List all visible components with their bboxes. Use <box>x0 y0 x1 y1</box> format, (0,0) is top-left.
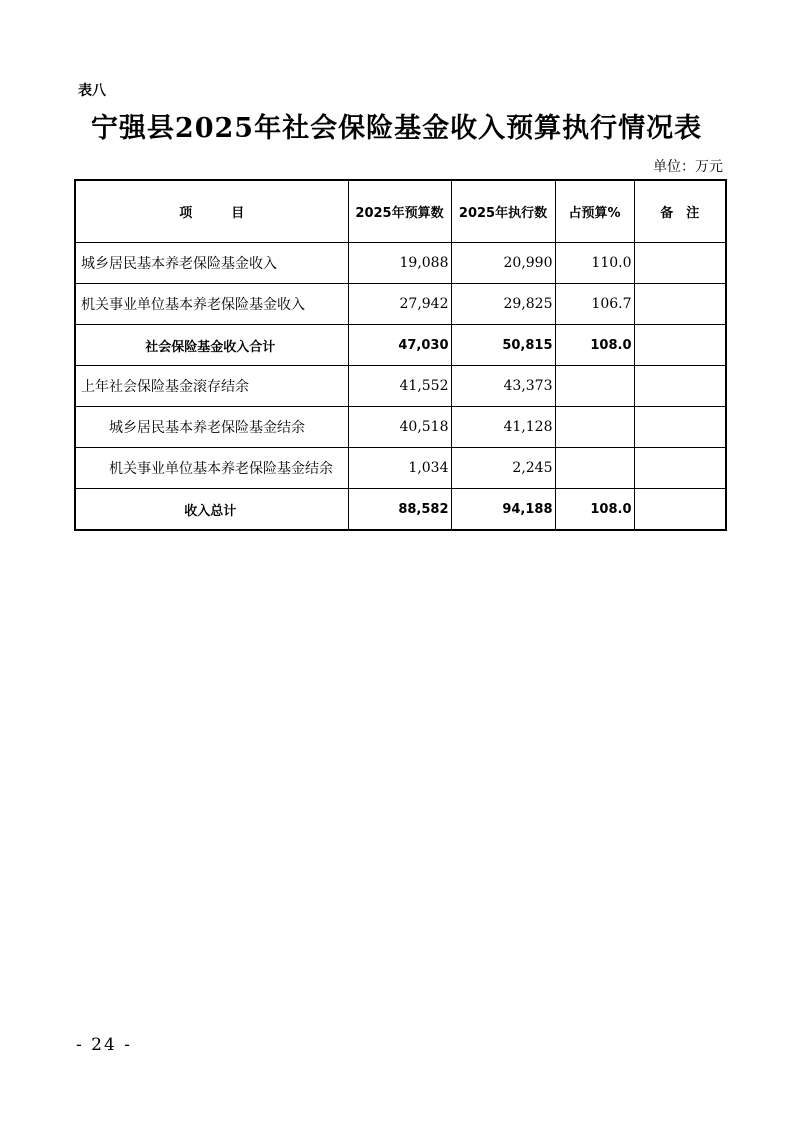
row-actual: 41,128 <box>451 407 555 448</box>
table-row <box>75 448 726 489</box>
header-ratio: 占预算% <box>555 180 634 243</box>
row-name: 机关事业单位基本养老保险基金结余 <box>75 448 348 489</box>
row-actual: 20,990 <box>451 243 555 284</box>
row-actual: 43,373 <box>451 366 555 407</box>
page-title: 宁强县2025年社会保险基金收入预算执行情况表 <box>90 113 703 144</box>
header-remark: 备 注 <box>634 180 726 243</box>
row-name: 机关事业单位基本养老保险基金收入 <box>75 284 348 325</box>
row-budget: 88,582 <box>348 489 451 531</box>
row-name: 城乡居民基本养老保险基金结余 <box>75 407 348 448</box>
header-item: 项 目 <box>75 180 348 243</box>
row-ratio <box>555 448 634 489</box>
row-remark <box>634 366 726 407</box>
row-budget: 27,942 <box>348 284 451 325</box>
row-budget: 1,034 <box>348 448 451 489</box>
row-budget: 40,518 <box>348 407 451 448</box>
table-header-row <box>75 180 726 243</box>
row-ratio: 108.0 <box>555 325 634 366</box>
row-ratio <box>555 366 634 407</box>
row-remark <box>634 325 726 366</box>
row-name: 社会保险基金收入合计 <box>75 325 348 366</box>
row-ratio: 106.7 <box>555 284 634 325</box>
row-remark <box>634 284 726 325</box>
subtotal-row <box>75 325 726 366</box>
table-row <box>75 284 726 325</box>
row-actual: 94,188 <box>451 489 555 531</box>
row-ratio: 110.0 <box>555 243 634 284</box>
row-remark <box>634 407 726 448</box>
row-actual: 29,825 <box>451 284 555 325</box>
row-budget: 19,088 <box>348 243 451 284</box>
unit-label: 单位：万元 <box>653 159 723 175</box>
table-row <box>75 366 726 407</box>
table-label: 表八 <box>78 83 106 99</box>
row-ratio: 108.0 <box>555 489 634 531</box>
table-row <box>75 243 726 284</box>
total-row <box>75 489 726 531</box>
row-remark <box>634 448 726 489</box>
row-remark <box>634 243 726 284</box>
row-name: 上年社会保险基金滚存结余 <box>75 366 348 407</box>
page-number: - 24 - <box>76 1035 132 1055</box>
header-actual: 2025年执行数 <box>451 180 555 243</box>
row-actual: 2,245 <box>451 448 555 489</box>
row-budget: 41,552 <box>348 366 451 407</box>
row-ratio <box>555 407 634 448</box>
row-actual: 50,815 <box>451 325 555 366</box>
table-row <box>75 407 726 448</box>
row-name: 收入总计 <box>75 489 348 531</box>
row-name: 城乡居民基本养老保险基金收入 <box>75 243 348 284</box>
row-budget: 47,030 <box>348 325 451 366</box>
income-table <box>74 179 727 531</box>
row-remark <box>634 489 726 531</box>
header-budget: 2025年预算数 <box>348 180 451 243</box>
